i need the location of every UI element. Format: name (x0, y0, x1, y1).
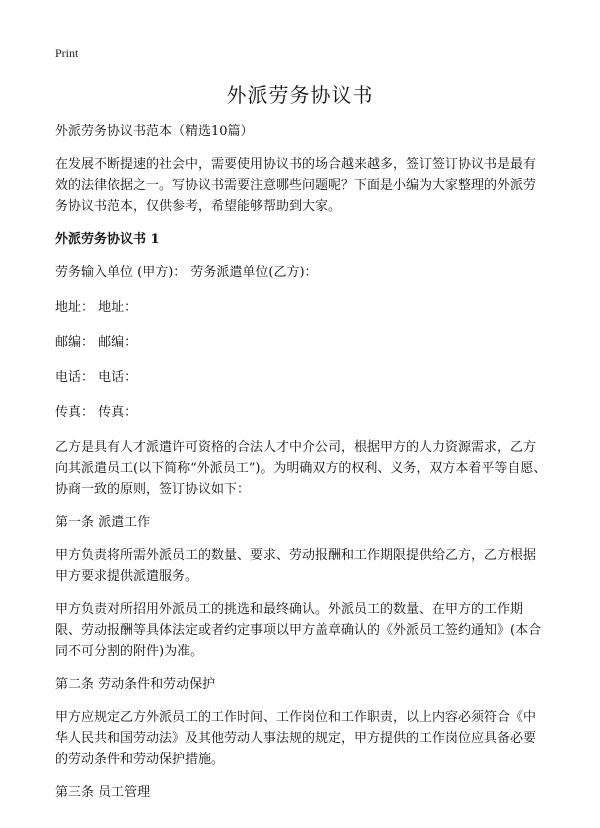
postcode-line: 邮编： 邮编： (55, 335, 138, 350)
article1-title: 第一条 派遣工作 (55, 515, 151, 530)
parties-line: 劳务输入单位 (甲方)： 劳务派遣单位(乙方)： (55, 265, 318, 280)
document-body (55, 121, 547, 815)
article2-paragraph-1: 甲方应规定乙方外派员工的工作时间、工作岗位和工作职责，以上内容必须符合《中华人民共和国劳动法》及其他劳动人事法规的规定，甲方提供的工作岗位应具备必要的劳动条件和劳动保护措施。 (55, 710, 537, 767)
address-line: 地址： 地址： (55, 300, 138, 315)
print-link[interactable]: Print (55, 46, 79, 60)
article2-title: 第二条 劳动条件和劳动保护 (55, 677, 216, 692)
intro-paragraph: 在发展不断提速的社会中，需要使用协议书的场合越来越多，签订签订协议书是最有效的法律依据之一。写协议书需要注意哪些问题呢？下面是小编为大家整理的外派劳务协议书范本，仅供参考，希望能够帮助到大家。 (55, 157, 537, 214)
phone-line: 电话： 电话： (55, 370, 138, 385)
document-subtitle: 外派劳务协议书范本（精选10篇） (55, 124, 254, 139)
article3-title: 第三条 员工管理 (55, 785, 151, 800)
article1-paragraph-2: 甲方负责对所招用外派员工的挑选和最终确认。外派员工的数量、在甲方的工作期限、劳动报酬等具体法定或者约定事项以甲方盖章确认的《外派员工签约通知》(本合同不可分割的附件)为准。 (55, 602, 542, 659)
section-heading: 外派劳务协议书 1 (55, 232, 160, 247)
fax-line: 传真： 传真： (55, 405, 138, 420)
document-title: 外派劳务协议书 (226, 83, 374, 107)
article1-paragraph-1: 甲方负责将所需外派员工的数量、要求、劳动报酬和工作期限提供给乙方，乙方根据甲方要求提供派遣服务。 (55, 548, 537, 584)
preamble-paragraph: 乙方是具有人才派遣许可资格的合法人才中介公司，根据甲方的人力资源需求，乙方向其派遣员工(以下简称“外派员工”)。为明确双方的权利、义务，双方本着平等自愿、协商一致的原则，签订协议如下： (55, 440, 547, 497)
